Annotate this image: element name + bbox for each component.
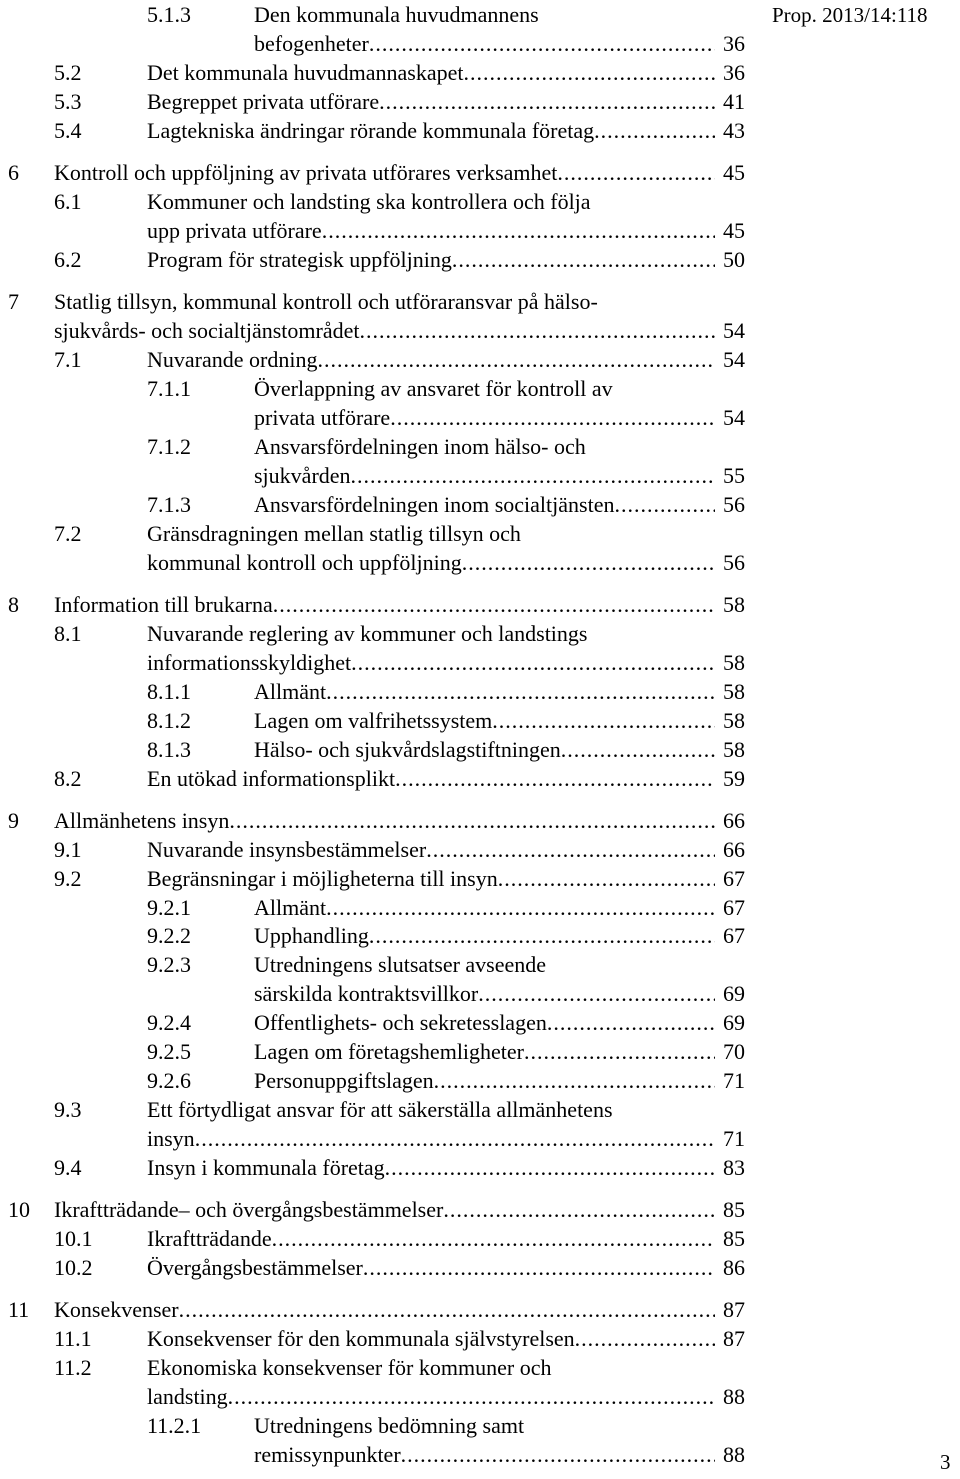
- toc-entry-title: Offentlighets- och sekretesslagen: [254, 1010, 547, 1035]
- dot-leader: [229, 806, 715, 835]
- toc-entry-number: 7.1.1: [147, 376, 191, 401]
- toc-entry-number: 8.1.3: [147, 737, 191, 762]
- dot-leader: [272, 1224, 715, 1253]
- toc-entry-page: 36: [723, 31, 745, 56]
- toc-entry-number: 8.1.2: [147, 708, 191, 733]
- toc-entry-page: 56: [723, 550, 745, 575]
- toc-entry-8-1[interactable]: [0, 619, 960, 677]
- toc-entry-number: 7: [8, 289, 19, 314]
- toc-entry-number: 9.2.1: [147, 895, 191, 920]
- toc-entry-6[interactable]: [0, 158, 960, 187]
- toc-entry-page: 87: [723, 1326, 745, 1351]
- dot-leader: [443, 1195, 715, 1224]
- toc-entry-9-2-6[interactable]: [0, 1066, 960, 1095]
- dot-leader: [390, 403, 715, 432]
- dot-leader: [462, 548, 715, 577]
- toc-entry-5-1-3[interactable]: [0, 0, 960, 58]
- toc-entry-page: 58: [723, 737, 745, 762]
- toc-entry-title: Ikraftträdande: [147, 1226, 272, 1251]
- toc-entry-number: 7.2: [54, 521, 82, 546]
- dot-leader: [478, 979, 715, 1008]
- toc-entry-number: 11.2.1: [147, 1413, 202, 1438]
- toc-entry-9-2-2[interactable]: [0, 921, 960, 950]
- toc-entry-title: Allmänhetens insyn: [54, 808, 230, 833]
- toc-entry-number: 8.1.1: [147, 679, 191, 704]
- toc-entry-page: 58: [723, 708, 745, 733]
- toc-entry-page: 67: [723, 923, 745, 948]
- toc-entry-title: Upphandling: [254, 923, 369, 948]
- toc-entry-9-4[interactable]: [0, 1153, 960, 1182]
- toc-entry-title: Ikraftträdande– och övergångsbestämmelser: [54, 1197, 444, 1222]
- dot-leader: [434, 1066, 715, 1095]
- toc-entry-10[interactable]: [0, 1195, 960, 1224]
- toc-entry-page: 70: [723, 1039, 745, 1064]
- toc-entry-number: 9.2.4: [147, 1010, 191, 1035]
- toc-entry-page: 54: [723, 318, 745, 343]
- toc-entry-8-1-3[interactable]: [0, 735, 960, 764]
- toc-entry-number: 11: [8, 1297, 30, 1322]
- toc-entry-9-2-3[interactable]: [0, 950, 960, 1008]
- dot-leader: [557, 158, 715, 187]
- toc-entry-number: 8.2: [54, 766, 82, 791]
- toc-entry-page: 50: [723, 247, 745, 272]
- toc-entry-page: 83: [723, 1155, 745, 1180]
- toc-entry-title: insyn: [147, 1126, 195, 1151]
- toc-entry-number: 7.1.3: [147, 492, 191, 517]
- toc-entry-7-1-3[interactable]: [0, 490, 960, 519]
- toc-entry-page: 43: [723, 118, 745, 143]
- toc-entry-number: 9.2: [54, 866, 82, 891]
- toc-entry-number: 9.3: [54, 1097, 82, 1122]
- toc-entry-number: 6.1: [54, 189, 82, 214]
- dot-leader: [594, 116, 715, 145]
- toc-entry-title: informationsskyldighet: [147, 650, 352, 675]
- toc-entry-number: 6.2: [54, 247, 82, 272]
- toc-entry-title: Ansvarsfördelningen inom socialtjänsten: [254, 492, 615, 517]
- dot-leader: [326, 893, 715, 922]
- toc-entry-7[interactable]: [0, 287, 960, 345]
- toc-entry-9-2[interactable]: [0, 864, 960, 893]
- toc-entry-number: 11.2: [54, 1355, 92, 1380]
- toc-entry-8-1-1[interactable]: [0, 677, 960, 706]
- toc-entry-title: Information till brukarna: [54, 592, 273, 617]
- dot-leader: [379, 87, 715, 116]
- toc-entry-9[interactable]: [0, 806, 960, 835]
- toc-entry-title: Allmänt: [254, 895, 327, 920]
- toc-entry-9-3[interactable]: [0, 1095, 960, 1153]
- dot-leader: [492, 706, 715, 735]
- toc-entry-page: 85: [723, 1197, 745, 1222]
- toc-entry-title: Det kommunala huvudmannaskapet: [147, 60, 464, 85]
- dot-leader: [351, 648, 715, 677]
- toc-entry-title-line: Utredningens slutsatser avseende: [254, 952, 547, 977]
- toc-entry-page: 58: [723, 679, 745, 704]
- toc-entry-number: 9.2.6: [147, 1068, 191, 1093]
- toc-entry-11-1[interactable]: [0, 1324, 960, 1353]
- dot-leader: [498, 864, 715, 893]
- toc-entry-page: 45: [723, 218, 745, 243]
- dot-leader: [524, 1037, 715, 1066]
- toc-entry-number: 9.2.5: [147, 1039, 191, 1064]
- toc-entry-number: 9.2.3: [147, 952, 191, 977]
- toc-entry-title: upp privata utförare: [147, 218, 322, 243]
- toc-entry-number: 9.1: [54, 837, 82, 862]
- toc-entry-title: Personuppgiftslagen: [254, 1068, 434, 1093]
- dot-leader: [452, 245, 715, 274]
- toc-entry-number: 10.2: [54, 1255, 93, 1280]
- dot-leader: [179, 1295, 715, 1324]
- toc-entry-9-2-1[interactable]: [0, 893, 960, 922]
- toc-entry-page: 69: [723, 981, 745, 1006]
- toc-entry-7-2[interactable]: [0, 519, 960, 577]
- toc-entry-page: 59: [723, 766, 745, 791]
- dot-leader: [322, 216, 715, 245]
- toc-entry-title-line: Nuvarande reglering av kommuner och landstings: [147, 621, 588, 646]
- toc-entry-page: 71: [723, 1068, 745, 1093]
- dot-leader: [575, 1324, 715, 1353]
- toc-entry-title: Lagen om företagshemligheter: [254, 1039, 525, 1064]
- toc-entry-number: 7.1.2: [147, 434, 191, 459]
- toc-entry-title: Lagtekniska ändringar rörande kommunala företag: [147, 118, 595, 143]
- toc-entry-number: 8: [8, 592, 19, 617]
- toc-entry-title: Övergångsbestämmelser: [147, 1255, 363, 1280]
- toc-entry-9-2-5[interactable]: [0, 1037, 960, 1066]
- toc-entry-page: 88: [723, 1384, 745, 1409]
- toc-entry-6-1[interactable]: [0, 187, 960, 245]
- toc-entry-page: 88: [723, 1442, 745, 1467]
- toc-entry-page: 58: [723, 592, 745, 617]
- dot-leader: [363, 1253, 715, 1282]
- toc-entry-title-line: Ansvarsfördelningen inom hälso- och: [254, 434, 586, 459]
- toc-entry-page: 54: [723, 347, 745, 372]
- toc-entry-10-2[interactable]: [0, 1253, 960, 1282]
- toc-entry-7-1-1[interactable]: [0, 374, 960, 432]
- toc-entry-9-1[interactable]: [0, 835, 960, 864]
- toc-entry-title: befogenheter: [254, 31, 369, 56]
- toc-entry-page: 86: [723, 1255, 745, 1280]
- dot-leader: [463, 58, 715, 87]
- toc-entry-page: 71: [723, 1126, 745, 1151]
- toc-entry-page: 41: [723, 89, 745, 114]
- toc-entry-title: Insyn i kommunala företag: [147, 1155, 385, 1180]
- toc-entry-7-1[interactable]: [0, 345, 960, 374]
- dot-leader: [385, 1153, 715, 1182]
- toc-entry-title-line: Den kommunala huvudmannens: [254, 2, 539, 27]
- toc-entry-title-line: Överlappning av ansvaret för kontroll av: [254, 376, 613, 401]
- toc-entry-title: sjukvården: [254, 463, 351, 488]
- toc-entry-title: Allmänt: [254, 679, 327, 704]
- dot-leader: [614, 490, 715, 519]
- toc-entry-10-1[interactable]: [0, 1224, 960, 1253]
- toc-entry-8-2[interactable]: [0, 764, 960, 793]
- page-number: 3: [940, 1450, 951, 1474]
- toc-entry-title: Program för strategisk uppföljning: [147, 247, 452, 272]
- dot-leader: [351, 461, 715, 490]
- toc-entry-5-3[interactable]: [0, 87, 960, 116]
- toc-entry-page: 66: [723, 808, 745, 833]
- toc-entry-11-2-1[interactable]: [0, 1411, 960, 1469]
- toc-entry-page: 67: [723, 895, 745, 920]
- toc-entry-title-line: Kommuner och landsting ska kontrollera och följa: [147, 189, 591, 214]
- toc-entry-title: Nuvarande insynsbestämmelser: [147, 837, 427, 862]
- toc-entry-number: 6: [8, 160, 19, 185]
- toc-entry-title: privata utförare: [254, 405, 391, 430]
- toc-entry-8-1-2[interactable]: [0, 706, 960, 735]
- toc-entry-5-4[interactable]: [0, 116, 960, 145]
- toc-entry-11[interactable]: [0, 1295, 960, 1324]
- dot-leader: [317, 345, 715, 374]
- toc-entry-number: 11.1: [54, 1326, 92, 1351]
- toc-entry-number: 9.2.2: [147, 923, 191, 948]
- toc-entry-page: 54: [723, 405, 745, 430]
- toc-entry-number: 5.1.3: [147, 2, 191, 27]
- toc-entry-title: En utökad informationsplikt: [147, 766, 396, 791]
- dot-leader: [561, 735, 715, 764]
- toc-entry-page: 55: [723, 463, 745, 488]
- dot-leader: [369, 29, 715, 58]
- toc-entry-page: 56: [723, 492, 745, 517]
- toc-entry-title: remissynpunkter: [254, 1442, 401, 1467]
- toc-entry-number: 9: [8, 808, 19, 833]
- toc-entry-title-line: Gränsdragningen mellan statlig tillsyn och: [147, 521, 521, 546]
- toc-entry-title-line: Ett förtydligat ansvar för att säkerställa allmänhetens: [147, 1097, 613, 1122]
- toc-entry-title: Kontroll och uppföljning av privata utförares verksamhet: [54, 160, 558, 185]
- toc-entry-page: 58: [723, 650, 745, 675]
- toc-entry-5-2[interactable]: [0, 58, 960, 87]
- toc-entry-page: 67: [723, 866, 745, 891]
- toc-entry-title: landsting: [147, 1384, 228, 1409]
- toc-entry-number: 5.4: [54, 118, 82, 143]
- dot-leader: [395, 764, 715, 793]
- toc-entry-title: Hälso- och sjukvårdslagstiftningen: [254, 737, 561, 762]
- toc-entry-8[interactable]: [0, 590, 960, 619]
- dot-leader: [195, 1124, 715, 1153]
- toc-entry-title-line: Utredningens bedömning samt: [254, 1413, 525, 1438]
- toc-entry-11-2[interactable]: [0, 1353, 960, 1411]
- toc-entry-page: 69: [723, 1010, 745, 1035]
- toc-entry-7-1-2[interactable]: [0, 432, 960, 490]
- toc-entry-number: 7.1: [54, 347, 82, 372]
- proposition-reference: Prop. 2013/14:118: [772, 3, 928, 27]
- dot-leader: [426, 835, 715, 864]
- dot-leader: [547, 1008, 715, 1037]
- dot-leader: [228, 1382, 715, 1411]
- toc-entry-page: 85: [723, 1226, 745, 1251]
- toc-entry-title: Konsekvenser: [54, 1297, 179, 1322]
- toc-entry-page: 36: [723, 60, 745, 85]
- toc-entry-title-line: Ekonomiska konsekvenser för kommuner och: [147, 1355, 552, 1380]
- toc-entry-number: 10.1: [54, 1226, 93, 1251]
- toc-entry-title: Begränsningar i möjligheterna till insyn: [147, 866, 498, 891]
- dot-leader: [401, 1440, 715, 1469]
- toc-entry-title: Lagen om valfrihetssystem: [254, 708, 493, 733]
- toc-entry-number: 8.1: [54, 621, 82, 646]
- toc-entry-number: 5.2: [54, 60, 82, 85]
- toc-entry-number: 5.3: [54, 89, 82, 114]
- toc-entry-title: Begreppet privata utförare: [147, 89, 380, 114]
- toc-entry-title: Konsekvenser för den kommunala självstyrelsen: [147, 1326, 575, 1351]
- toc-entry-title: särskilda kontraktsvillkor: [254, 981, 479, 1006]
- dot-leader: [273, 590, 715, 619]
- toc-entry-number: 10: [8, 1197, 30, 1222]
- dot-leader: [369, 921, 715, 950]
- toc-entry-title: Nuvarande ordning: [147, 347, 318, 372]
- toc-entry-title-line: Statlig tillsyn, kommunal kontroll och utföraransvar på hälso-: [54, 289, 598, 314]
- toc-entry-number: 9.4: [54, 1155, 82, 1180]
- toc-entry-9-2-4[interactable]: [0, 1008, 960, 1037]
- toc-entry-page: 45: [723, 160, 745, 185]
- toc-entry-title: sjukvårds- och socialtjänstområdet: [54, 318, 360, 343]
- dot-leader: [326, 677, 715, 706]
- toc-entry-6-2[interactable]: [0, 245, 960, 274]
- dot-leader: [359, 316, 715, 345]
- toc-entry-title: kommunal kontroll och uppföljning: [147, 550, 462, 575]
- toc-entry-page: 87: [723, 1297, 745, 1322]
- toc-entry-page: 66: [723, 837, 745, 862]
